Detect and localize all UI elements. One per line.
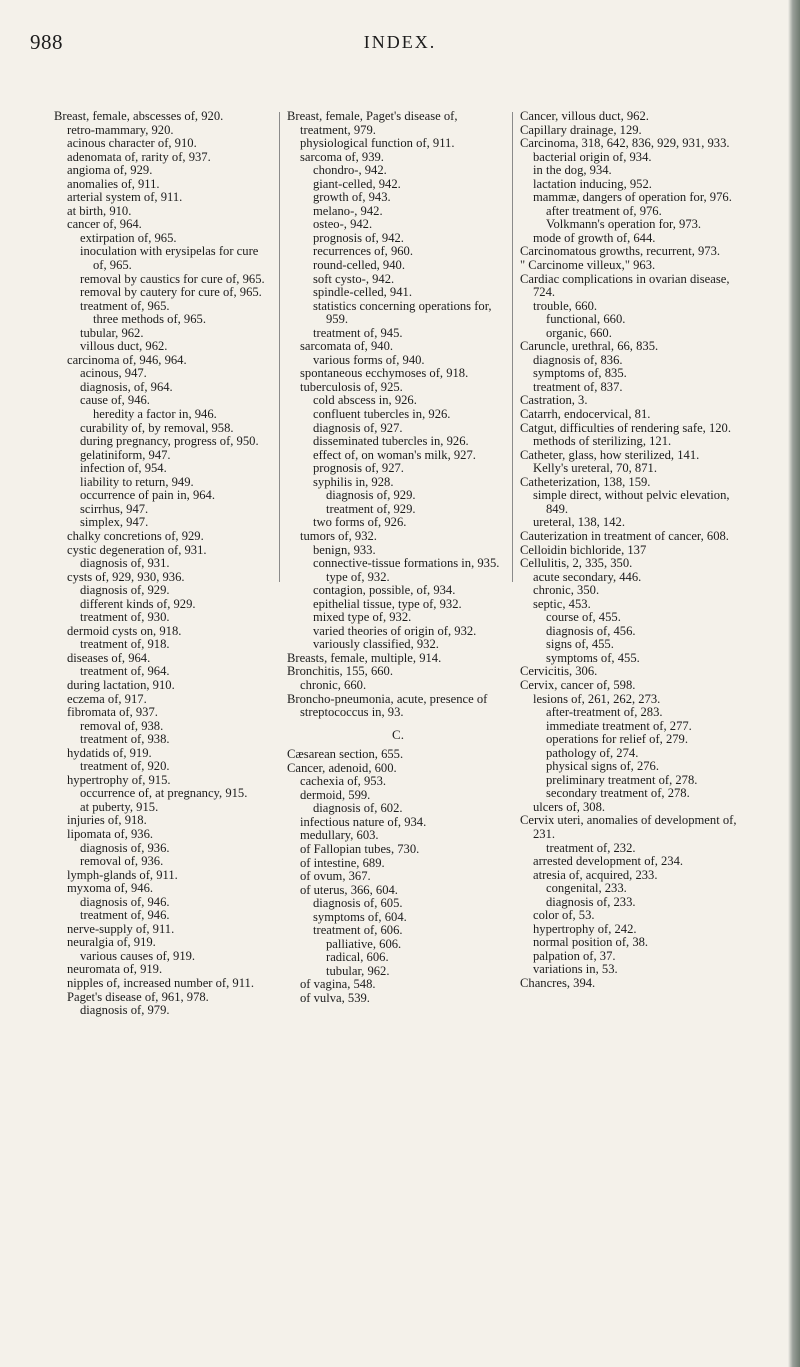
index-subentry: bacterial origin of, 934. (533, 149, 652, 164)
index-subentry: melano-, 942. (313, 203, 383, 218)
index-subentry: treatment of, 945. (313, 325, 403, 340)
index-subentry: connective-tissue formations in, 935. (313, 556, 500, 571)
index-entry-main: " Carcinome villeux," 963. (520, 258, 656, 273)
index-subentry: during pregnancy, progress of, 950. (80, 434, 259, 449)
index-subentry: tubular, 962. (80, 325, 144, 340)
index-subentry: palliative, 606. (326, 936, 402, 951)
index-entry-main: Castration, 3. (520, 393, 588, 408)
index-subentry: diagnosis of, 979. (80, 1003, 170, 1018)
index-subentry: diagnosis of, 946. (80, 894, 170, 909)
index-subentry: diseases of, 964. (67, 650, 151, 665)
index-entry-main: Cervix, cancer of, 598. (520, 677, 636, 692)
index-subentry: removal by caustics for cure of, 965. (80, 271, 265, 286)
index-subentry: simple direct, without pelvic elevation, 849. (533, 488, 730, 516)
index-subentry: effect of, on woman's milk, 927. (313, 447, 476, 462)
page-edge-shadow (788, 0, 800, 1367)
index-subentry: extirpation of, 965. (80, 230, 177, 245)
index-subentry: treatment of, 920. (80, 759, 170, 774)
index-entry-main: Catheter, glass, how sterilized, 141. (520, 447, 700, 462)
index-subentry: preliminary treatment of, 278. (546, 772, 698, 787)
index-subentry: injuries of, 918. (67, 813, 147, 828)
index-entry-main: Catheterization, 138, 159. (520, 474, 651, 489)
index-entry-main: Capillary drainage, 129. (520, 122, 642, 137)
index-subentry: anomalies of, 911. (67, 176, 160, 191)
index-subentry: fibromata of, 937. (67, 705, 158, 720)
index-subentry: benign, 933. (313, 542, 376, 557)
index-subentry: diagnosis of, 602. (313, 801, 403, 816)
index-entry-main: Cervicitis, 306. (520, 664, 598, 679)
index-subentry: physical signs of, 276. (546, 759, 659, 774)
index-subentry: septic, 453. (533, 596, 591, 611)
index-subentry: hypertrophy of, 242. (533, 921, 637, 936)
index-subentry: at puberty, 915. (80, 799, 159, 814)
index-subentry: scirrhus, 947. (80, 501, 149, 516)
index-subentry: type of, 932. (326, 569, 390, 584)
index-subentry: cachexia of, 953. (300, 774, 387, 789)
index-subentry: angioma of, 929. (67, 163, 153, 178)
index-subentry: after treatment of, 976. (546, 203, 662, 218)
index-entry-main: Breast, female, Paget's disease of, treatment, 979. (287, 109, 458, 137)
column-rule-1 (279, 112, 280, 582)
index-subentry: syphilis in, 928. (313, 474, 394, 489)
index-subentry: three methods of, 965. (93, 312, 206, 327)
index-entry-main: Caruncle, urethral, 66, 835. (520, 339, 659, 354)
index-subentry: functional, 660. (546, 312, 626, 327)
index-subentry: treatment of, 837. (533, 379, 623, 394)
index-subentry: of vulva, 539. (300, 991, 370, 1005)
index-subentry: mammæ, dangers of operation for, 976. (533, 190, 732, 205)
index-subentry: nipples of, increased number of, 911. (67, 976, 254, 990)
index-subentry: liability to return, 949. (80, 474, 194, 489)
index-subentry: statistics concerning operations for, 959. (313, 298, 492, 327)
index-entry-main: Carcinomatous growths, recurrent, 973. (520, 244, 721, 259)
index-subentry: mixed type of, 932. (313, 610, 412, 625)
index-entry-main: Breast, female, abscesses of, 920. (54, 109, 224, 123)
index-entry-main: Breasts, female, multiple, 914. (287, 650, 442, 665)
index-entry-main: Catgut, difficulties of rendering safe, 120. (520, 420, 732, 435)
index-entry-main: Cervix uteri, anomalies of development of, 231. (520, 813, 737, 841)
index-subentry: infection of, 954. (80, 461, 167, 476)
index-subentry: growth of, 943. (313, 190, 391, 205)
index-subentry: treatment of, 606. (313, 923, 403, 938)
index-subentry: carcinoma of, 946, 964. (67, 352, 187, 367)
index-subentry: signs of, 455. (546, 637, 614, 652)
index-subentry: prognosis of, 942. (313, 230, 404, 245)
index-subentry: two forms of, 926. (313, 515, 407, 530)
index-column-1 (54, 110, 272, 1018)
index-subentry: Volkmann's operation for, 973. (546, 217, 702, 232)
index-subentry: lactation inducing, 952. (533, 176, 652, 191)
index-subentry: tuberculosis of, 925. (300, 379, 403, 394)
index-subentry: neuralgia of, 919. (67, 935, 156, 950)
index-subentry: curability of, by removal, 958. (80, 420, 234, 435)
index-subentry: confluent tubercles in, 926. (313, 407, 451, 422)
index-subentry: ulcers of, 308. (533, 799, 606, 814)
index-subentry: soft cysto-, 942. (313, 271, 395, 286)
index-subentry: cold abscess in, 926. (313, 393, 417, 408)
index-subentry: tubular, 962. (326, 963, 390, 978)
index-subentry: hydatids of, 919. (67, 745, 152, 760)
index-subentry: symptoms of, 455. (546, 650, 640, 665)
index-subentry: villous duct, 962. (80, 339, 168, 354)
index-subentry: Paget's disease of, 961, 978. (67, 989, 209, 1004)
index-subentry: giant-celled, 942. (313, 176, 401, 191)
index-subentry: lesions of, 261, 262, 273. (533, 691, 661, 706)
index-subentry: chondro-, 942. (313, 163, 387, 178)
index-subentry: disseminated tubercles in, 926. (313, 434, 469, 449)
index-entry-main: Carcinoma, 318, 642, 836, 929, 931, 933. (520, 136, 730, 151)
running-head: INDEX. (363, 32, 437, 52)
index-subentry: methods of sterilizing, 121. (533, 434, 672, 449)
index-subentry: operations for relief of, 279. (546, 732, 688, 747)
index-subentry: myxoma of, 946. (67, 881, 154, 896)
index-subentry: diagnosis of, 605. (313, 896, 403, 911)
index-subentry: variations in, 53. (533, 962, 618, 977)
index-subentry: diagnosis of, 927. (313, 420, 403, 435)
index-subentry: of intestine, 689. (300, 855, 385, 870)
index-subentry: eczema of, 917. (67, 691, 147, 706)
index-subentry: sarcomata of, 940. (300, 339, 394, 354)
index-entry-main: Broncho-pneumonia, acute, presence of streptococcus in, 93. (287, 691, 488, 720)
section-letter-heading: C. (392, 726, 404, 742)
index-subentry: spindle-celled, 941. (313, 285, 412, 300)
index-subentry: atresia of, acquired, 233. (533, 867, 658, 882)
index-entry-main: Cæsarean section, 655. (287, 747, 404, 762)
index-subentry: acinous character of, 910. (67, 136, 197, 151)
index-subentry: nerve-supply of, 911. (67, 921, 175, 936)
index-subentry: infectious nature of, 934. (300, 814, 427, 829)
index-subentry: gelatiniform, 947. (80, 447, 171, 462)
index-subentry: chronic, 660. (300, 677, 367, 692)
index-subentry: of vagina, 548. (300, 977, 376, 992)
index-subentry: osteo-, 942. (313, 217, 373, 232)
index-entry-main: Cauterization in treatment of cancer, 608. (520, 528, 729, 543)
index-subentry: acute secondary, 446. (533, 569, 642, 584)
index-subentry: dermoid, 599. (300, 787, 371, 802)
index-column-3 (520, 110, 750, 991)
index-subentry: recurrences of, 960. (313, 244, 413, 259)
index-subentry: retro-mammary, 920. (67, 122, 174, 137)
index-subentry: trouble, 660. (533, 298, 598, 313)
index-subentry: arterial system of, 911. (67, 190, 183, 205)
index-column-2 (287, 110, 509, 1006)
index-subentry: cystic degeneration of, 931. (67, 542, 207, 557)
index-entry-main: Celloidin bichloride, 137 (520, 542, 647, 557)
index-subentry: diagnosis of, 929. (326, 488, 416, 503)
index-subentry: treatment of, 938. (80, 732, 170, 747)
index-subentry: different kinds of, 929. (80, 596, 196, 611)
index-subentry: lipomata of, 936. (67, 826, 154, 841)
index-subentry: arrested development of, 234. (533, 854, 684, 869)
index-subentry: tumors of, 932. (300, 528, 377, 543)
index-subentry: diagnosis of, 836. (533, 352, 623, 367)
index-subentry: radical, 606. (326, 950, 389, 965)
index-subentry: mode of growth of, 644. (533, 230, 656, 245)
index-subentry: treatment of, 232. (546, 840, 636, 855)
index-subentry: cysts of, 929, 930, 936. (67, 569, 185, 584)
index-entry-main: Cancer, villous duct, 962. (520, 109, 649, 123)
index-subentry: sarcoma of, 939. (300, 149, 384, 164)
index-subentry: neuromata of, 919. (67, 962, 163, 977)
index-subentry: physiological function of, 911. (300, 136, 455, 151)
index-entry-main: Catarrh, endocervical, 81. (520, 407, 651, 422)
index-subentry: treatment of, 929. (326, 501, 416, 516)
index-entry-main: Cancer, adenoid, 600. (287, 760, 397, 775)
index-subentry: lymph-glands of, 911. (67, 867, 178, 882)
index-subentry: treatment of, 930. (80, 610, 170, 625)
index-subentry: spontaneous ecchymoses of, 918. (300, 366, 469, 381)
index-entry-main: Chancres, 394. (520, 976, 596, 990)
index-subentry: medullary, 603. (300, 828, 379, 843)
index-subentry: heredity a factor in, 946. (93, 407, 217, 422)
column-rule-2 (512, 112, 513, 582)
index-subentry: treatment of, 965. (80, 298, 170, 313)
index-subentry: diagnosis of, 456. (546, 623, 636, 638)
index-subentry: diagnosis of, 233. (546, 894, 636, 909)
index-subentry: of uterus, 366, 604. (300, 882, 398, 897)
index-subentry: treatment of, 964. (80, 664, 170, 679)
index-subentry: course of, 455. (546, 610, 621, 625)
index-subentry: diagnosis of, 931. (80, 556, 170, 571)
index-subentry: secondary treatment of, 278. (546, 786, 690, 801)
index-subentry: removal by cautery for cure of, 965. (80, 285, 262, 300)
index-subentry: during lactation, 910. (67, 677, 175, 692)
index-subentry: symptoms of, 604. (313, 909, 407, 924)
index-subentry: of ovum, 367. (300, 869, 371, 884)
index-subentry: dermoid cysts on, 918. (67, 623, 182, 638)
page-number: 988 (30, 30, 63, 54)
index-subentry: after-treatment of, 283. (546, 705, 663, 720)
index-entry-main: Cardiac complications in ovarian disease, 724. (520, 271, 730, 300)
index-subentry: inoculation with erysipelas for cure of, 965. (80, 244, 259, 273)
index-subentry: palpation of, 37. (533, 948, 616, 963)
index-subentry: diagnosis of, 929. (80, 583, 170, 598)
index-subentry: organic, 660. (546, 325, 612, 340)
index-subentry: color of, 53. (533, 908, 595, 923)
index-subentry: of Fallopian tubes, 730. (300, 841, 420, 856)
index-subentry: prognosis of, 927. (313, 461, 404, 476)
index-subentry: immediate treatment of, 277. (546, 718, 692, 733)
index-subentry: pathology of, 274. (546, 745, 639, 760)
index-subentry: varied theories of origin of, 932. (313, 623, 477, 638)
index-subentry: epithelial tissue, type of, 932. (313, 596, 462, 611)
index-subentry: diagnosis, of, 964. (80, 379, 173, 394)
index-subentry: cancer of, 964. (67, 217, 142, 232)
index-subentry: chronic, 350. (533, 583, 600, 598)
index-subentry: chalky concretions of, 929. (67, 528, 204, 543)
index-subentry: ureteral, 138, 142. (533, 515, 625, 530)
index-subentry: contagion, possible, of, 934. (313, 583, 456, 598)
index-subentry: normal position of, 38. (533, 935, 649, 950)
index-subentry: diagnosis of, 936. (80, 840, 170, 855)
index-entry-main: Bronchitis, 155, 660. (287, 664, 393, 679)
index-subentry: acinous, 947. (80, 366, 147, 381)
index-subentry: Kelly's ureteral, 70, 871. (533, 461, 657, 476)
index-subentry: variously classified, 932. (313, 637, 439, 652)
index-subentry: congenital, 233. (546, 881, 627, 896)
index-subentry: round-celled, 940. (313, 258, 405, 273)
index-entry-main: Cellulitis, 2, 335, 350. (520, 556, 633, 571)
index-subentry: treatment of, 918. (80, 637, 170, 652)
index-subentry: occurrence of pain in, 964. (80, 488, 215, 503)
index-subentry: symptoms of, 835. (533, 366, 627, 381)
index-subentry: hypertrophy of, 915. (67, 772, 171, 787)
index-subentry: at birth, 910. (67, 203, 132, 218)
index-subentry: various forms of, 940. (313, 352, 425, 367)
index-subentry: removal of, 936. (80, 854, 164, 869)
index-subentry: cause of, 946. (80, 393, 150, 408)
index-subentry: various causes of, 919. (80, 948, 196, 963)
index-subentry: treatment of, 946. (80, 908, 170, 923)
index-subentry: occurrence of, at pregnancy, 915. (80, 786, 248, 801)
index-subentry: simplex, 947. (80, 515, 149, 530)
index-subentry: in the dog, 934. (533, 163, 612, 178)
index-subentry: removal of, 938. (80, 718, 164, 733)
index-subentry: adenomata of, rarity of, 937. (67, 149, 211, 164)
